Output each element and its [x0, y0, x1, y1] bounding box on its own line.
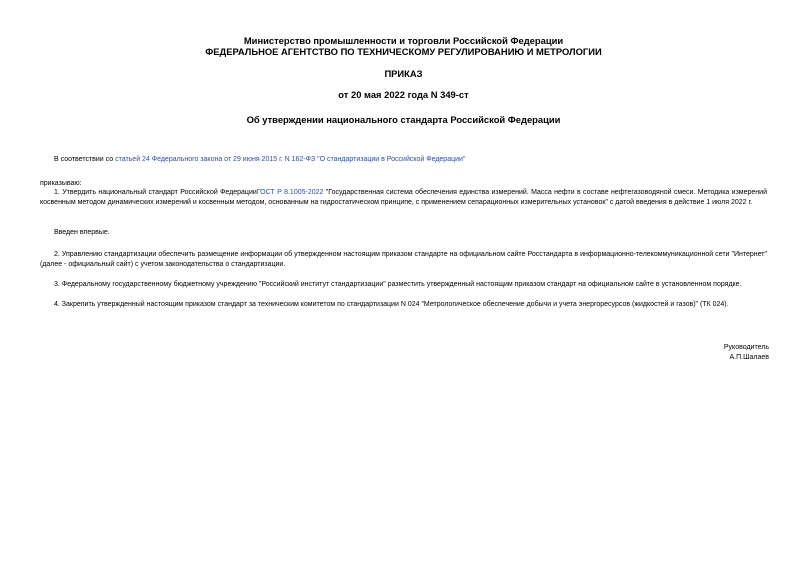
first-time-note: Введен впервые.: [54, 229, 110, 236]
agency-name: ФЕДЕРАЛЬНОЕ АГЕНТСТВО ПО ТЕХНИЧЕСКОМУ РЕГУЛИРОВАНИЮ И МЕТРОЛОГИИ: [205, 46, 602, 57]
federal-law-link[interactable]: статьей 24 Федерального закона от 29 июня 2015 г. N 162-ФЗ "О стандартизации в Российской Федерации": [115, 156, 466, 163]
gost-standard-link[interactable]: ГОСТ Р 8.1005-2022: [256, 189, 324, 196]
item-1-prefix: 1. Утвердить национальный стандарт Российской Федерации: [54, 189, 257, 196]
preamble-prefix: В соответствии со: [54, 156, 116, 163]
item-3-paragraph: 3. Федеральному государственному бюджетному учреждению "Российский институт стандартизации" разместить утвержденный настоящим приказом стандарт на официальном сайте в установленном порядке.: [54, 281, 742, 288]
item-1-suffix: "Государственная система обеспечения единства измерений. Масса нефти в составе нефтегазоводяной смеси. Методика измерений косвенным методом динамических измерений и косвенным методом, основанным на гидростатическом принципе, с применением сепарационных измерительных установок" с датой введения в действие 1 июля 2022 г.: [40, 189, 767, 206]
item-2-paragraph: 2. Управлению стандартизации обеспечить размещение информации об утвержденном настоящим приказом стандарте на официальном сайте Росстандарта в информационно-телекоммуникационной сети "Интернет" (далее - официальный сайт) с учетом законодательства о стандартизации.: [40, 251, 767, 268]
item-1-paragraph: [40, 188, 767, 208]
preamble-paragraph: [40, 155, 767, 165]
ministry-name: Министерство промышленности и торговли Российской Федерации: [243, 35, 564, 46]
order-word: приказываю:: [40, 180, 82, 187]
document-subject: Об утверждении национального стандарта Российской Федерации: [246, 114, 561, 125]
signatory-name: А.П.Шалаев: [729, 354, 769, 361]
document-date-number: от 20 мая 2022 года N 349-ст: [338, 89, 469, 100]
signatory-title: Руководитель: [723, 344, 769, 351]
item-4-paragraph: 4. Закрепить утвержденный настоящим приказом стандарт за техническим комитетом по стандартизации N 024 "Метрологическое обеспечение добычи и учета энергоресурсов (жидкостей и газов)" (ТК 024).: [54, 301, 729, 308]
document-type: ПРИКАЗ: [384, 68, 423, 79]
